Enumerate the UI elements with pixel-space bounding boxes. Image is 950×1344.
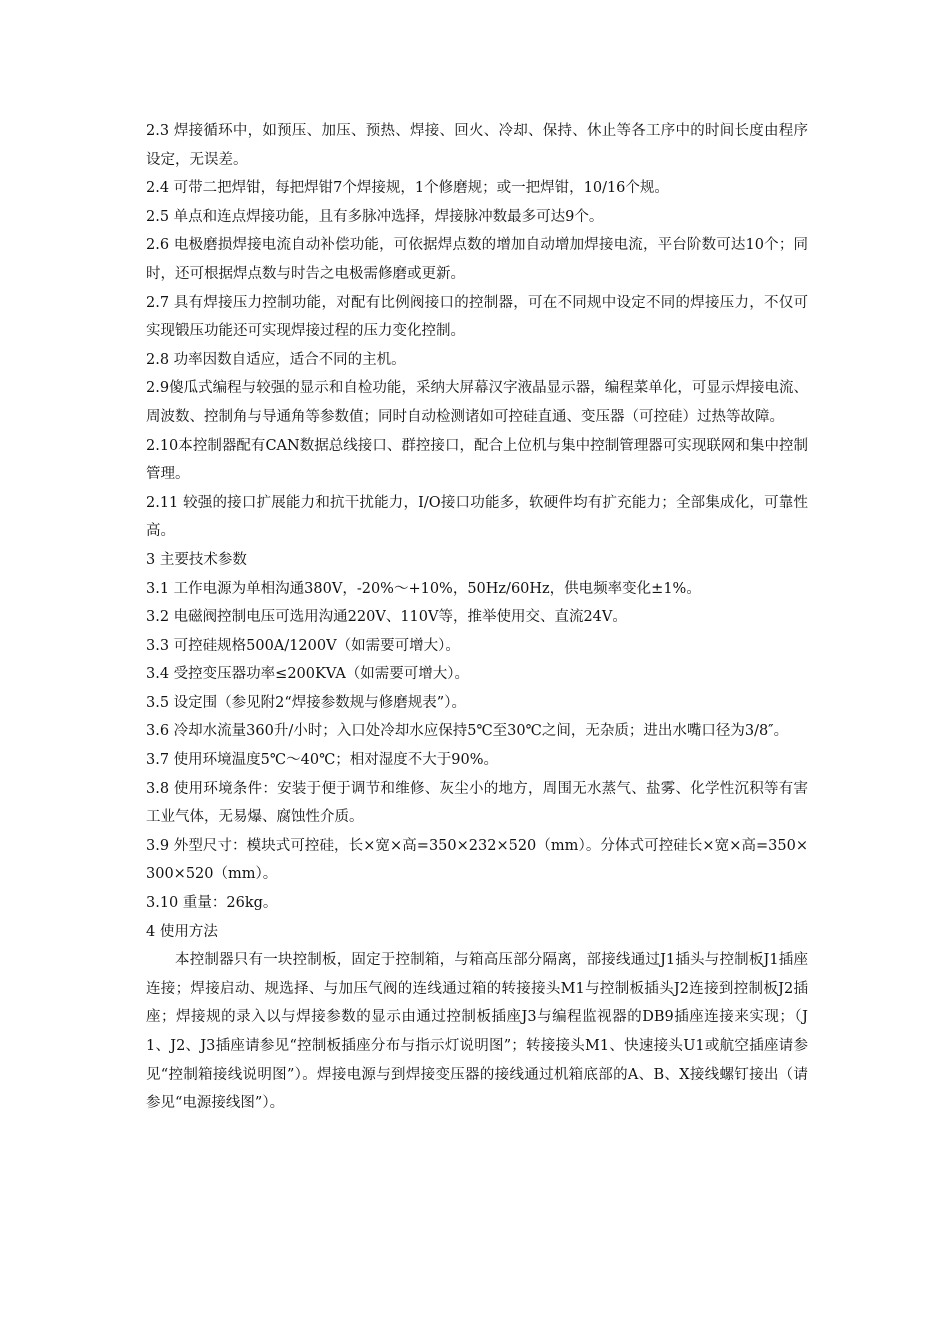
paragraph-2-4: 2.4 可带二把焊钳，每把焊钳7个焊接规，1个修磨规；或一把焊钳，10/16个规。 bbox=[146, 180, 669, 197]
paragraph-3-7: 3.7 使用环境温度5℃～40℃；相对湿度不大于90%。 bbox=[146, 752, 499, 769]
paragraph-3-8: 3.8 使用环境条件：安装于便于调节和维修、灰尘小的地方，周围无水蒸气、盐雾、化学性沉积等有害工业气体，无易爆、腐蚀性介质。 bbox=[146, 780, 808, 826]
paragraph-3-3: 3.3 可控硅规格500A/1200V（如需要可增大）。 bbox=[146, 637, 460, 654]
paragraph-2-5: 2.5 单点和连点焊接功能，且有多脉冲选择，焊接脉冲数最多可达9个。 bbox=[146, 208, 604, 225]
paragraph-2-3: 2.3 焊接循环中，如预压、加压、预热、焊接、回火、冷却、保持、休止等各工序中的时间长度由程序设定，无误差。 bbox=[146, 123, 808, 168]
paragraph-3-2: 3.2 电磁阀控制电压可选用沟通220V、110V等，推举使用交、直流24V。 bbox=[146, 609, 627, 626]
paragraph-3-5: 3.5 设定围（参见附2“焊接参数规与修磨规表”）。 bbox=[146, 694, 466, 711]
paragraph-3-6: 3.6 冷却水流量360升/小时；入口处冷却水应保持5℃至30℃之间，无杂质；进出水嘴口径为3/8″。 bbox=[146, 723, 789, 740]
paragraph-2-9: 2.9傻瓜式编程与较强的显示和自检功能，采纳大屏幕汉字液晶显示器，编程菜单化，可显示焊接电流、周波数、控制角与导通角等参数值；同时自动检测诸如可控硅直通、变压器（可控硅）过热等故障。 bbox=[146, 380, 808, 425]
paragraph-2-7: 2.7 具有焊接压力控制功能，对配有比例阀接口的控制器，可在不同规中设定不同的焊接压力，不仅可实现锻压功能还可实现焊接过程的压力变化控制。 bbox=[146, 294, 808, 340]
section-heading-3: 3 主要技术参数 bbox=[146, 551, 247, 568]
paragraph-3-10: 3.10 重量：26kg。 bbox=[146, 895, 278, 912]
paragraph-usage: 本控制器只有一块控制板，固定于控制箱，与箱高压部分隔离，部接线通过J1插头与控制板J1插座连接；焊接启动、规选择、与加压气阀的连线通过箱的转接接头M1与控制板插头J2连接到控制板J2插座；焊接规的录入以与焊接参数的显示由通过控制板插座J3与编程监视器的DB9插座连接来实现；（J1、J2、J3插座请参见“控制板插座分布与指示灯说明图”；转接接头M1、快速接头U1或航空插座请参见“控制箱接线说明图”）。焊接电源与到焊接变压器的接线通过机箱底部的A、B、X接线螺钉接出（请参见“电源接线图”）。 bbox=[146, 952, 808, 1112]
paragraph-2-8: 2.8 功率因数自适应，适合不同的主机。 bbox=[146, 351, 406, 368]
document-page bbox=[146, 117, 808, 1118]
section-heading-4: 4 使用方法 bbox=[146, 923, 218, 940]
paragraph-3-9: 3.9 外型尺寸：模块式可控硅，长×宽×高=350×232×520（mm）。分体式可控硅长×宽×高=350×300×520（mm）。 bbox=[146, 837, 808, 883]
paragraph-2-11: 2.11 较强的接口扩展能力和抗干扰能力，I/O接口功能多，软硬件均有扩充能力；全部集成化，可靠性高。 bbox=[146, 494, 808, 540]
paragraph-3-1: 3.1 工作电源为单相沟通380V，-20%～+10%，50Hz/60Hz，供电频率变化±1%。 bbox=[146, 580, 701, 597]
paragraph-3-4: 3.4 受控变压器功率≤200KVA（如需要可增大）。 bbox=[146, 666, 470, 683]
paragraph-2-6: 2.6 电极磨损焊接电流自动补偿功能，可依据焊点数的增加自动增加焊接电流，平台阶数可达10个；同时，还可根据焊点数与时告之电极需修磨或更新。 bbox=[146, 237, 808, 282]
paragraph-2-10: 2.10本控制器配有CAN数据总线接口、群控接口，配合上位机与集中控制管理器可实现联网和集中控制管理。 bbox=[146, 437, 808, 483]
